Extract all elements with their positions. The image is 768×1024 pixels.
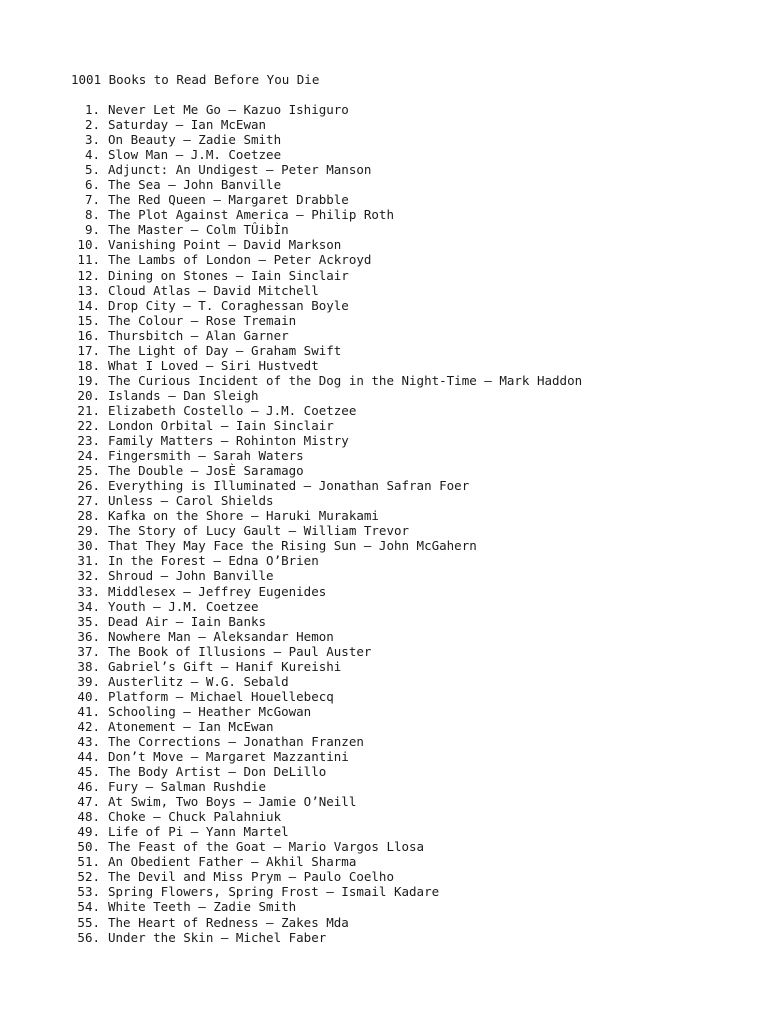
list-item xyxy=(0,809,582,824)
list-item xyxy=(0,493,582,508)
list-item-number: 46. xyxy=(77,779,100,795)
list-item xyxy=(0,839,582,854)
list-item xyxy=(0,418,582,433)
list-item-number: 37. xyxy=(77,643,100,659)
list-item-title-author: Unless – Carol Shields xyxy=(108,493,274,509)
list-item-title-author: The Devil and Miss Prym – Paulo Coelho xyxy=(108,869,394,885)
list-item xyxy=(0,463,582,478)
list-item-number: 28. xyxy=(77,508,100,524)
list-item xyxy=(0,207,582,222)
list-item-number: 3. xyxy=(84,132,100,148)
list-item xyxy=(0,373,582,388)
list-item-number: 14. xyxy=(77,297,100,313)
list-item-title-author: The Curious Incident of the Dog in the Night-Time – Mark Haddon xyxy=(108,372,583,388)
list-item-title-author: Thursbitch – Alan Garner xyxy=(108,327,289,343)
list-item-number: 44. xyxy=(77,749,100,765)
list-item xyxy=(0,568,582,583)
list-item-number: 11. xyxy=(77,252,100,268)
list-item-title-author: Youth – J.M. Coetzee xyxy=(108,598,259,614)
list-item xyxy=(0,117,582,132)
list-item xyxy=(0,553,582,568)
list-item-title-author: Schooling – Heather McGowan xyxy=(108,703,312,719)
list-item xyxy=(0,358,582,373)
list-item xyxy=(0,177,582,192)
list-item-number: 40. xyxy=(77,688,100,704)
list-item xyxy=(0,599,582,614)
list-item-title-author: Under the Skin – Michel Faber xyxy=(108,929,327,945)
list-item xyxy=(0,162,582,177)
list-item-number: 33. xyxy=(77,583,100,599)
list-item-title-author: The Corrections – Jonathan Franzen xyxy=(108,733,364,749)
list-item-number: 54. xyxy=(77,899,100,915)
list-item-title-author: In the Forest – Edna O’Brien xyxy=(108,553,319,569)
list-item-number: 20. xyxy=(77,387,100,403)
list-item-title-author: Kafka on the Shore – Haruki Murakami xyxy=(108,508,379,524)
list-item-number: 25. xyxy=(77,463,100,479)
list-item-title-author: An Obedient Father – Akhil Sharma xyxy=(108,854,357,870)
list-item-title-author: What I Loved – Siri Hustvedt xyxy=(108,357,319,373)
list-item xyxy=(0,478,582,493)
list-item xyxy=(0,704,582,719)
list-item-number: 38. xyxy=(77,658,100,674)
list-item-title-author: White Teeth – Zadie Smith xyxy=(108,899,297,915)
list-item-title-author: The Body Artist – Don DeLillo xyxy=(108,764,327,780)
list-item-title-author: Life of Pi – Yann Martel xyxy=(108,824,289,840)
list-item-title-author: The Colour – Rose Tremain xyxy=(108,312,297,328)
list-item-title-author: Dead Air – Iain Banks xyxy=(108,613,267,629)
list-item-number: 19. xyxy=(77,372,100,388)
list-item xyxy=(0,192,582,207)
list-item-title-author: Atonement – Ian McEwan xyxy=(108,718,274,734)
list-item-number: 50. xyxy=(77,839,100,855)
document-title: 1001 Books to Read Before You Die xyxy=(71,72,320,87)
list-item-number: 18. xyxy=(77,357,100,373)
list-item-number: 17. xyxy=(77,342,100,358)
list-item xyxy=(0,298,582,313)
list-item-title-author: At Swim, Two Boys – Jamie O’Neill xyxy=(108,794,357,810)
list-item xyxy=(0,629,582,644)
list-item xyxy=(0,749,582,764)
list-item-number: 53. xyxy=(77,884,100,900)
list-item-number: 9. xyxy=(84,222,100,238)
list-item-number: 34. xyxy=(77,598,100,614)
list-item xyxy=(0,824,582,839)
list-item-title-author: That They May Face the Rising Sun – John McGahern xyxy=(108,538,477,554)
list-item-number: 2. xyxy=(84,117,100,133)
list-item xyxy=(0,508,582,523)
list-item-title-author: Choke – Chuck Palahniuk xyxy=(108,809,282,825)
list-item-number: 55. xyxy=(77,914,100,930)
list-item-title-author: The Plot Against America – Philip Roth xyxy=(108,207,394,223)
list-item-number: 4. xyxy=(84,147,100,163)
list-item-number: 51. xyxy=(77,854,100,870)
list-item-title-author: Shroud – John Banville xyxy=(108,568,274,584)
list-item xyxy=(0,283,582,298)
list-item-number: 5. xyxy=(84,162,100,178)
list-item-title-author: Adjunct: An Undigest – Peter Manson xyxy=(108,162,372,178)
list-item xyxy=(0,719,582,734)
list-item-number: 35. xyxy=(77,613,100,629)
book-list xyxy=(0,102,582,945)
list-item xyxy=(0,343,582,358)
list-item-title-author: The Sea – John Banville xyxy=(108,177,282,193)
list-item-number: 48. xyxy=(77,809,100,825)
list-item-number: 49. xyxy=(77,824,100,840)
list-item-number: 32. xyxy=(77,568,100,584)
list-item-number: 1. xyxy=(84,102,100,117)
list-item-title-author: Saturday – Ian McEwan xyxy=(108,117,267,133)
list-item-title-author: Elizabeth Costello – J.M. Coetzee xyxy=(108,402,357,418)
list-item-number: 36. xyxy=(77,628,100,644)
list-item-number: 30. xyxy=(77,538,100,554)
list-item xyxy=(0,584,582,599)
list-item xyxy=(0,313,582,328)
list-item-title-author: Family Matters – Rohinton Mistry xyxy=(108,433,349,449)
list-item xyxy=(0,538,582,553)
list-item-number: 7. xyxy=(84,192,100,208)
list-item xyxy=(0,884,582,899)
list-item xyxy=(0,659,582,674)
list-item-number: 45. xyxy=(77,764,100,780)
list-item-title-author: London Orbital – Iain Sinclair xyxy=(108,417,334,433)
list-item-number: 26. xyxy=(77,478,100,494)
list-item-number: 21. xyxy=(77,402,100,418)
list-item-number: 41. xyxy=(77,703,100,719)
list-item-title-author: Islands – Dan Sleigh xyxy=(108,387,259,403)
list-item-number: 42. xyxy=(77,718,100,734)
list-item xyxy=(0,403,582,418)
list-item xyxy=(0,854,582,869)
list-item-title-author: The Feast of the Goat – Mario Vargos Llosa xyxy=(108,839,425,855)
list-item-number: 31. xyxy=(77,553,100,569)
list-item-number: 10. xyxy=(77,237,100,253)
list-item xyxy=(0,779,582,794)
list-item-title-author: The Double – JosÈ Saramago xyxy=(108,463,304,479)
list-item-number: 27. xyxy=(77,493,100,509)
list-item-number: 15. xyxy=(77,312,100,328)
list-item-number: 24. xyxy=(77,448,100,464)
list-item-title-author: Drop City – T. Coraghessan Boyle xyxy=(108,297,349,313)
list-item-title-author: Never Let Me Go – Kazuo Ishiguro xyxy=(108,102,349,117)
list-item xyxy=(0,268,582,283)
list-item-number: 39. xyxy=(77,673,100,689)
list-item xyxy=(0,644,582,659)
list-item-title-author: The Master – Colm TÛibÌn xyxy=(108,222,289,238)
list-item xyxy=(0,764,582,779)
list-item xyxy=(0,689,582,704)
list-item-title-author: The Lambs of London – Peter Ackroyd xyxy=(108,252,372,268)
list-item-number: 43. xyxy=(77,733,100,749)
list-item xyxy=(0,899,582,914)
list-item-title-author: Austerlitz – W.G. Sebald xyxy=(108,673,289,689)
list-item xyxy=(0,237,582,252)
list-item xyxy=(0,734,582,749)
list-item-title-author: On Beauty – Zadie Smith xyxy=(108,132,282,148)
list-item-number: 8. xyxy=(84,207,100,223)
list-item-number: 23. xyxy=(77,433,100,449)
list-item-title-author: Dining on Stones – Iain Sinclair xyxy=(108,267,349,283)
list-item xyxy=(0,102,582,117)
list-item-title-author: Middlesex – Jeffrey Eugenides xyxy=(108,583,327,599)
list-item xyxy=(0,433,582,448)
list-item-number: 29. xyxy=(77,523,100,539)
list-item-title-author: Everything is Illuminated – Jonathan Safran Foer xyxy=(108,478,470,494)
list-item-number: 56. xyxy=(77,929,100,945)
list-item-title-author: Cloud Atlas – David Mitchell xyxy=(108,282,319,298)
list-item xyxy=(0,132,582,147)
list-item-number: 52. xyxy=(77,869,100,885)
list-item-number: 22. xyxy=(77,417,100,433)
list-item-number: 13. xyxy=(77,282,100,298)
list-item-title-author: Spring Flowers, Spring Frost – Ismail Kadare xyxy=(108,884,440,900)
list-item-title-author: Slow Man – J.M. Coetzee xyxy=(108,147,282,163)
list-item xyxy=(0,674,582,689)
list-item-title-author: Platform – Michael Houellebecq xyxy=(108,688,334,704)
list-item-number: 47. xyxy=(77,794,100,810)
list-item xyxy=(0,252,582,267)
list-item xyxy=(0,614,582,629)
list-item xyxy=(0,147,582,162)
list-item xyxy=(0,523,582,538)
list-item-title-author: The Heart of Redness – Zakes Mda xyxy=(108,914,349,930)
list-item-title-author: Fury – Salman Rushdie xyxy=(108,779,267,795)
list-item xyxy=(0,388,582,403)
list-item xyxy=(0,222,582,237)
list-item-title-author: Don’t Move – Margaret Mazzantini xyxy=(108,749,349,765)
list-item xyxy=(0,794,582,809)
list-item xyxy=(0,328,582,343)
list-item-title-author: Fingersmith – Sarah Waters xyxy=(108,448,304,464)
list-item-title-author: Gabriel’s Gift – Hanif Kureishi xyxy=(108,658,342,674)
list-item-title-author: The Book of Illusions – Paul Auster xyxy=(108,643,372,659)
list-item-number: 6. xyxy=(84,177,100,193)
list-item-title-author: The Red Queen – Margaret Drabble xyxy=(108,192,349,208)
list-item-number: 16. xyxy=(77,327,100,343)
list-item-title-author: Vanishing Point – David Markson xyxy=(108,237,342,253)
list-item-title-author: Nowhere Man – Aleksandar Hemon xyxy=(108,628,334,644)
list-item-number: 12. xyxy=(77,267,100,283)
list-item xyxy=(0,915,582,930)
list-item-title-author: The Light of Day – Graham Swift xyxy=(108,342,342,358)
list-item-title-author: The Story of Lucy Gault – William Trevor xyxy=(108,523,410,539)
list-item xyxy=(0,448,582,463)
list-item xyxy=(0,869,582,884)
list-item xyxy=(0,930,582,945)
